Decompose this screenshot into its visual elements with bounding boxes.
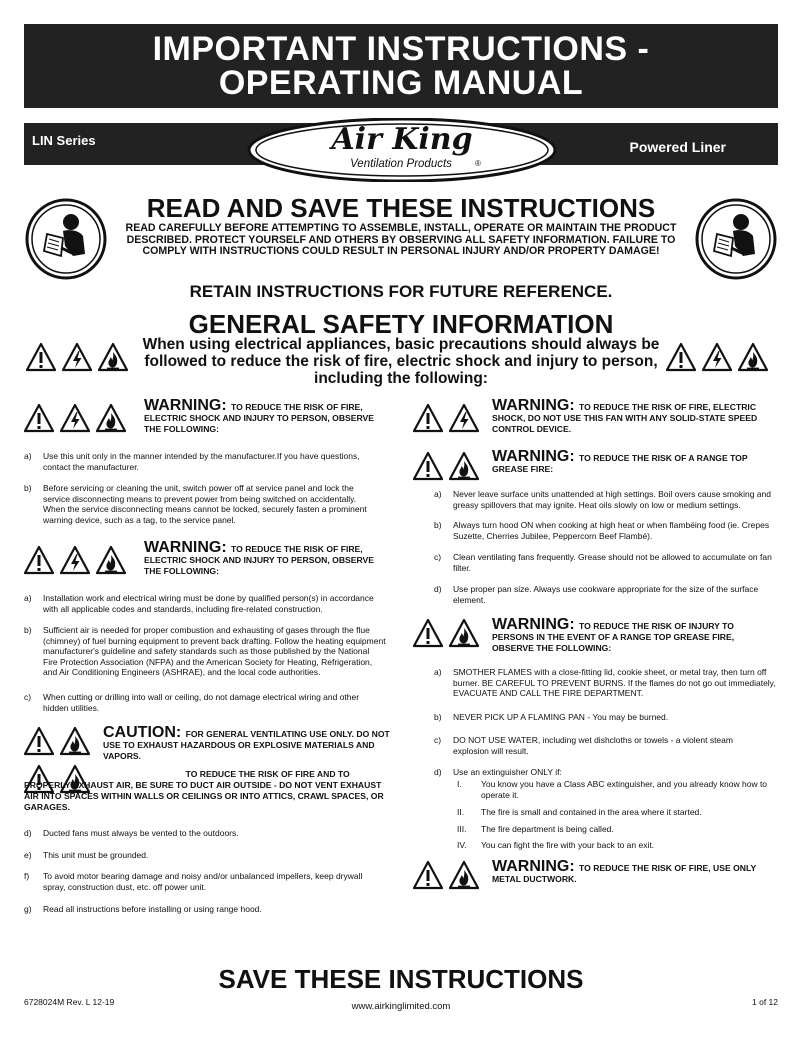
item-text: Use an extinguisher ONLY if: [453,767,562,777]
title-line-2: OPERATING MANUAL [218,64,584,102]
item-text: The fire is small and contained in the area where it started. [481,807,702,817]
exclamation-warning-icon [413,403,443,433]
list-item [24,593,386,614]
list-item [434,667,782,699]
item-label: a) [434,489,442,499]
registered-mark: ® [475,159,481,168]
list-item [24,451,379,472]
warning-text: TO REDUCE THE RISK OF FIRE, ELECTRIC SHOCK AND INJURY TO PERSON, OBSERVE THE FOLLOWING: [144,544,374,576]
read-save-heading: READ AND SAVE THESE INSTRUCTIONS [146,193,656,223]
item-text: Never leave surface units unattended at high settings. Boil overs cause smoking and greasy spillovers that may ignite. Heat oils slowly on low or medium settings. [453,489,771,510]
warning-label: WARNING: [492,448,575,465]
warning-metal-ductwork [492,858,774,885]
warning-icons [24,545,126,575]
fire-hazard-icon [60,726,90,756]
warning-grease-fire [492,448,774,475]
warning-text: TO REDUCE THE RISK OF FIRE, USE ONLY METAL DUCTWORK. [492,863,757,884]
page-number: 1 of 12 [752,997,778,1007]
item-text: You can fight the fire with your back to an exit. [481,840,655,850]
hazard-icons-left [26,342,128,372]
item-label: I. [457,779,462,789]
fire-hazard-icon [98,342,128,372]
list-item [434,767,782,778]
item-text: Sufficient air is needed for proper combustion and exhausting of gases through the flue (chimney) of fuel burning equipment to prevent back drafting. Follow the heating equipment manufacturer's guideline and safety standards such as those published by the National Fire Protection Association (NFPA) and the American Society for Heating, Refrigeration, and Air Conditioning Engineers (ASHRAE), and the local code authorities. [43,625,386,678]
caution-general-use [103,724,395,762]
warning-text: TO REDUCE THE RISK OF FIRE, ELECTRIC SHOCK, DO NOT USE THIS FAN WITH ANY SOLID-STATE SPEED CONTROL DEVICE. [492,402,758,434]
exclamation-warning-icon [666,342,696,372]
warning-icons [413,860,479,890]
warning-injury-grease-fire [492,616,777,654]
list-item [24,828,386,839]
item-label: II. [457,807,465,817]
list-item [24,871,386,892]
item-label: c) [434,552,442,562]
retain-notice: RETAIN INSTRUCTIONS FOR FUTURE REFERENCE. [189,282,613,301]
item-label: III. [457,824,467,834]
item-label: b) [24,483,32,493]
series-name: LIN Series [32,133,96,148]
warning-label: WARNING: [144,539,227,556]
warning-label: WARNING: [492,397,575,414]
item-text: This unit must be grounded. [43,850,149,860]
exclamation-warning-icon [413,618,443,648]
item-label: d) [434,767,442,777]
warning-label: WARNING: [492,616,575,633]
fire-hazard-icon [96,403,126,433]
list-item [24,692,386,713]
caution-label: CAUTION: [103,724,182,741]
item-text: Ducted fans must always be vented to the outdoors. [43,828,239,838]
sub-list-item [457,779,782,800]
fire-hazard-icon [449,618,479,648]
list-item [434,584,782,605]
fire-hazard-icon [96,545,126,575]
website-url: www.airkinglimited.com [351,1001,451,1012]
warning-icons [413,451,479,481]
logo-subtitle: Ventilation Products [350,158,452,170]
sub-list-item [457,807,782,818]
item-label: d) [434,584,442,594]
item-text: To avoid motor bearing damage and noisy and/or unbalanced impellers, keep drywall spray, construction dust, etc. off power unit. [43,871,363,892]
warning-label: WARNING: [144,397,227,414]
sub-list-item [457,840,782,851]
fire-hazard-icon [738,342,768,372]
item-text: Installation work and electrical wiring must be done by qualified person(s) in accordance with all applicable codes and standards, including fire-related construction. [43,593,374,614]
item-label: c) [24,692,32,702]
electric-shock-icon [449,403,479,433]
exclamation-warning-icon [24,726,54,756]
item-label: c) [434,735,442,745]
save-instructions-heading: SAVE THESE INSTRUCTIONS [218,964,584,994]
warning-installation [144,539,389,577]
general-safety-text: When using electrical appliances, basic precautions should always be followed to reduce the risk of fire, electric shock and injury to person, including the following: [142,336,660,387]
item-text: Read all instructions before installing or using range hood. [43,904,262,914]
item-text: Clean ventilating fans frequently. Grease should not be allowed to accumulate on fan filter. [453,552,772,573]
item-label: b) [434,520,442,530]
warning-text: TO REDUCE THE RISK OF FIRE, ELECTRIC SHOCK AND INJURY TO PERSON, OBSERVE THE FOLLOWING: [144,402,374,434]
product-name: Powered Liner [629,139,726,155]
warning-text: TO REDUCE THE RISK OF A RANGE TOP GREASE FIRE: [492,453,748,474]
item-text: Use proper pan size. Always use cookware appropriate for the size of the surface element. [453,584,759,605]
document-number: 6728024M Rev. L 12-19 [24,997,115,1007]
general-safety-heading: GENERAL SAFETY INFORMATION [188,309,614,339]
exclamation-warning-icon [26,342,56,372]
warning-text: TO REDUCE THE RISK OF INJURY TO PERSONS IN THE EVENT OF A RANGE TOP GREASE FIRE, OBSERVE THE FOLLOWING: [492,621,735,653]
electric-shock-icon [62,342,92,372]
item-text: You know you have a Class ABC extinguisher, and you already know how to operate it. [481,779,768,800]
item-label: b) [434,712,442,722]
item-text: DO NOT USE WATER, including wet dishcloths or towels - a violent steam explosion will result. [453,735,733,756]
caution-duct-outside-text [24,767,388,813]
item-label: f) [24,871,30,881]
list-item [24,483,379,525]
exclamation-warning-icon [24,403,54,433]
item-text: When cutting or drilling into wall or ceiling, do not damage electrical wiring and other hidden utilities. [43,692,360,713]
warning-label: WARNING: [492,858,575,875]
warning-icons [24,403,126,433]
list-item [434,520,782,541]
item-label: IV. [457,840,467,850]
read-save-text: READ CAREFULLY BEFORE ATTEMPTING TO ASSEMBLE, INSTALL, OPERATE OR MAINTAIN THE PRODUCT DESCRIBED. PROTECT YOURSELF AND OTHERS BY OBSERVING ALL SAFETY INFORMATION. FAILURE TO COMPLY WITH INSTRUCTIONS COULD RESULT IN PERSONAL INJURY AND/OR PROPERTY DAMAGE! [125,222,677,257]
exclamation-warning-icon [413,451,443,481]
list-item [434,489,782,510]
exclamation-warning-icon [413,860,443,890]
item-label: a) [24,593,32,603]
electric-shock-icon [60,403,90,433]
warning-fire-shock-injury [144,397,389,435]
warning-speed-control [492,397,774,435]
fire-hazard-icon [449,451,479,481]
hazard-icons-right [666,342,768,372]
item-label: e) [24,850,32,860]
electric-shock-icon [60,545,90,575]
item-text: Use this unit only in the manner intended by the manufacturer.If you have questions, contact the manufacturer. [43,451,360,472]
fire-hazard-icon [449,860,479,890]
electric-shock-icon [702,342,732,372]
item-label: g) [24,904,32,914]
item-text: NEVER PICK UP A FLAMING PAN - You may be burned. [453,712,669,722]
logo-brand: Air King [331,122,473,157]
air-king-logo [247,118,557,182]
list-item [24,904,386,915]
list-item [434,552,782,573]
item-label: b) [24,625,32,635]
list-item [434,712,782,723]
sub-list-item [457,824,782,835]
list-item [434,735,734,756]
caution-text: TO REDUCE THE RISK OF FIRE AND TO PROPERLY EXHAUST AIR, BE SURE TO DUCT AIR OUTSIDE - DO NOT VENT EXHAUST AIR INTO SPACES WITHIN WALLS OR CEILINGS OR INTO ATTICS, CRAWL SPACES, OR GARAGES. [24,769,384,812]
caution-icons [24,726,90,756]
warning-icons [413,618,479,648]
item-text: Before servicing or cleaning the unit, switch power off at service panel and lock the service disconnecting means to prevent power from being switched on accidentally. When the service disconnecting means cannot be locked, securely fasten a prominent warning device, such as a tag, to the service panel. [43,483,367,525]
item-text: The fire department is being called. [481,824,614,834]
title-line-1: IMPORTANT INSTRUCTIONS - [152,30,650,68]
item-text: SMOTHER FLAMES with a close-fitting lid, cookie sheet, or metal tray, then turn off burner. BE CAREFUL TO PREVENT BURNS. If the flames do not go out immediately, EVACUATE AND CALL THE FIRE DEPARTMENT. [453,667,776,699]
document-title [24,24,778,108]
item-text: Always turn hood ON when cooking at high heat or when flambéing food (ie. Crepes Suzette, Cherries Jubilee, Peppercorn Beef Flambé). [453,520,770,541]
warning-icons [413,403,479,433]
item-label: d) [24,828,32,838]
caution-text: FOR GENERAL VENTILATING USE ONLY. DO NOT USE TO EXHAUST HAZARDOUS OR EXPLOSIVE MATERIALS AND VAPORS. [103,729,390,761]
item-label: a) [434,667,442,677]
exclamation-warning-icon [24,545,54,575]
item-label: a) [24,451,32,461]
list-item [24,625,386,678]
list-item [24,850,386,861]
